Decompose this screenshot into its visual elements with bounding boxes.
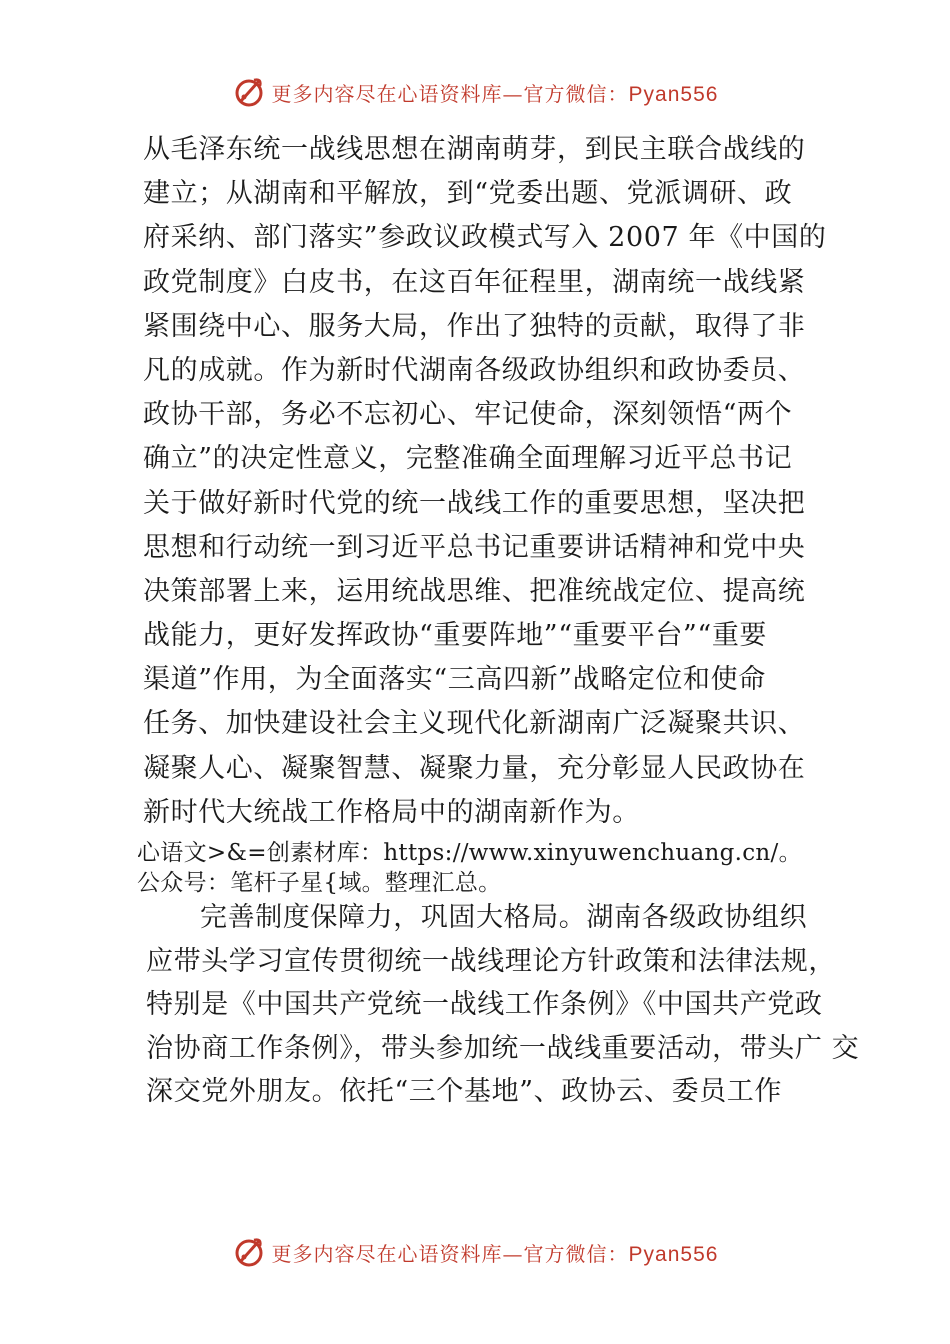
source-note-line: 公众号：笔杆子星{域。整理汇总。 [137,870,502,896]
text-line: 从毛泽东统一战线思想在湖南萌芽，到民主联合战线的 [143,134,806,165]
brush-logo-icon [232,1235,266,1269]
text-line: 政协干部，务必不忘初心、牢记使命，深刻领悟“两个 [143,399,793,431]
text-line: 凝聚人心、凝聚智慧、凝聚力量，充分彰显人民政协在 [143,752,806,784]
text-line: 凡的成就。作为新时代湖南各级政协组织和政协委员、 [143,354,806,386]
text-line: 渠道”作用，为全面落实“三高四新”战略定位和使命 [143,664,766,696]
paragraph-2 [146,896,860,1114]
footer-banner [0,1232,950,1272]
brush-logo-icon [232,75,266,109]
banner-text: 更多内容尽在心语资料库—官方微信：Pyan556 [271,81,719,106]
text-line: 特别是《中国共产党统一战线工作条例》《中国共产党政 [146,989,823,1020]
text-line: 战能力，更好发挥政协“重要阵地”“重要平台”“重要 [143,620,768,652]
text-line: 思想和行动统一到习近平总书记重要讲话精神和党中央 [143,531,806,563]
text-line: 紧围绕中心、服务大局，作出了独特的贡献，取得了非 [143,310,806,342]
text-line: 完善制度保障力，巩固大格局。湖南各级政协组织 [200,902,808,933]
banner-text: 更多内容尽在心语资料库—官方微信：Pyan556 [271,1241,719,1266]
text-line: 决策部署上来，运用统战思维、把准统战定位、提高统 [143,575,806,607]
banner-wechat-id: Pyan556 [628,1242,719,1266]
text-line: 新时代大统战工作格局中的湖南新作为。 [143,796,640,828]
text-line: 应带头学习宣传贯彻统一战线理论方针政策和法律法规， [146,945,836,977]
text-line: 建立；从湖南和平解放，到“党委出题、党派调研、政 [143,178,793,210]
text-line: 确立”的决定性意义，完整准确全面理解习近平总书记 [143,443,793,475]
text-line: 关于做好新时代党的统一战线工作的重要思想，坚决把 [143,487,806,519]
text-line: 任务、加快建设社会主义现代化新湖南广泛凝聚共识、 [143,708,806,740]
header-banner [0,72,950,112]
paragraph-1 [143,128,827,835]
banner-wechat-id: Pyan556 [628,82,719,106]
text-line: 治协商工作条例》，带头参加统一战线重要活动，带头广 交 [146,1032,860,1064]
source-note [137,838,837,898]
text-line: 府采纳、部门落实”参政议政模式写入 2007 年《中国的 [143,222,827,254]
source-note-line: 心语文>&=创素材库：https://www.xinyuwenchuang.cn/。 [137,840,802,866]
text-line: 深交党外朋友。依托“三个基地”、政协云、委员工作 [146,1076,783,1107]
text-line: 政党制度》白皮书，在这百年征程里，湖南统一战线紧 [143,266,806,298]
